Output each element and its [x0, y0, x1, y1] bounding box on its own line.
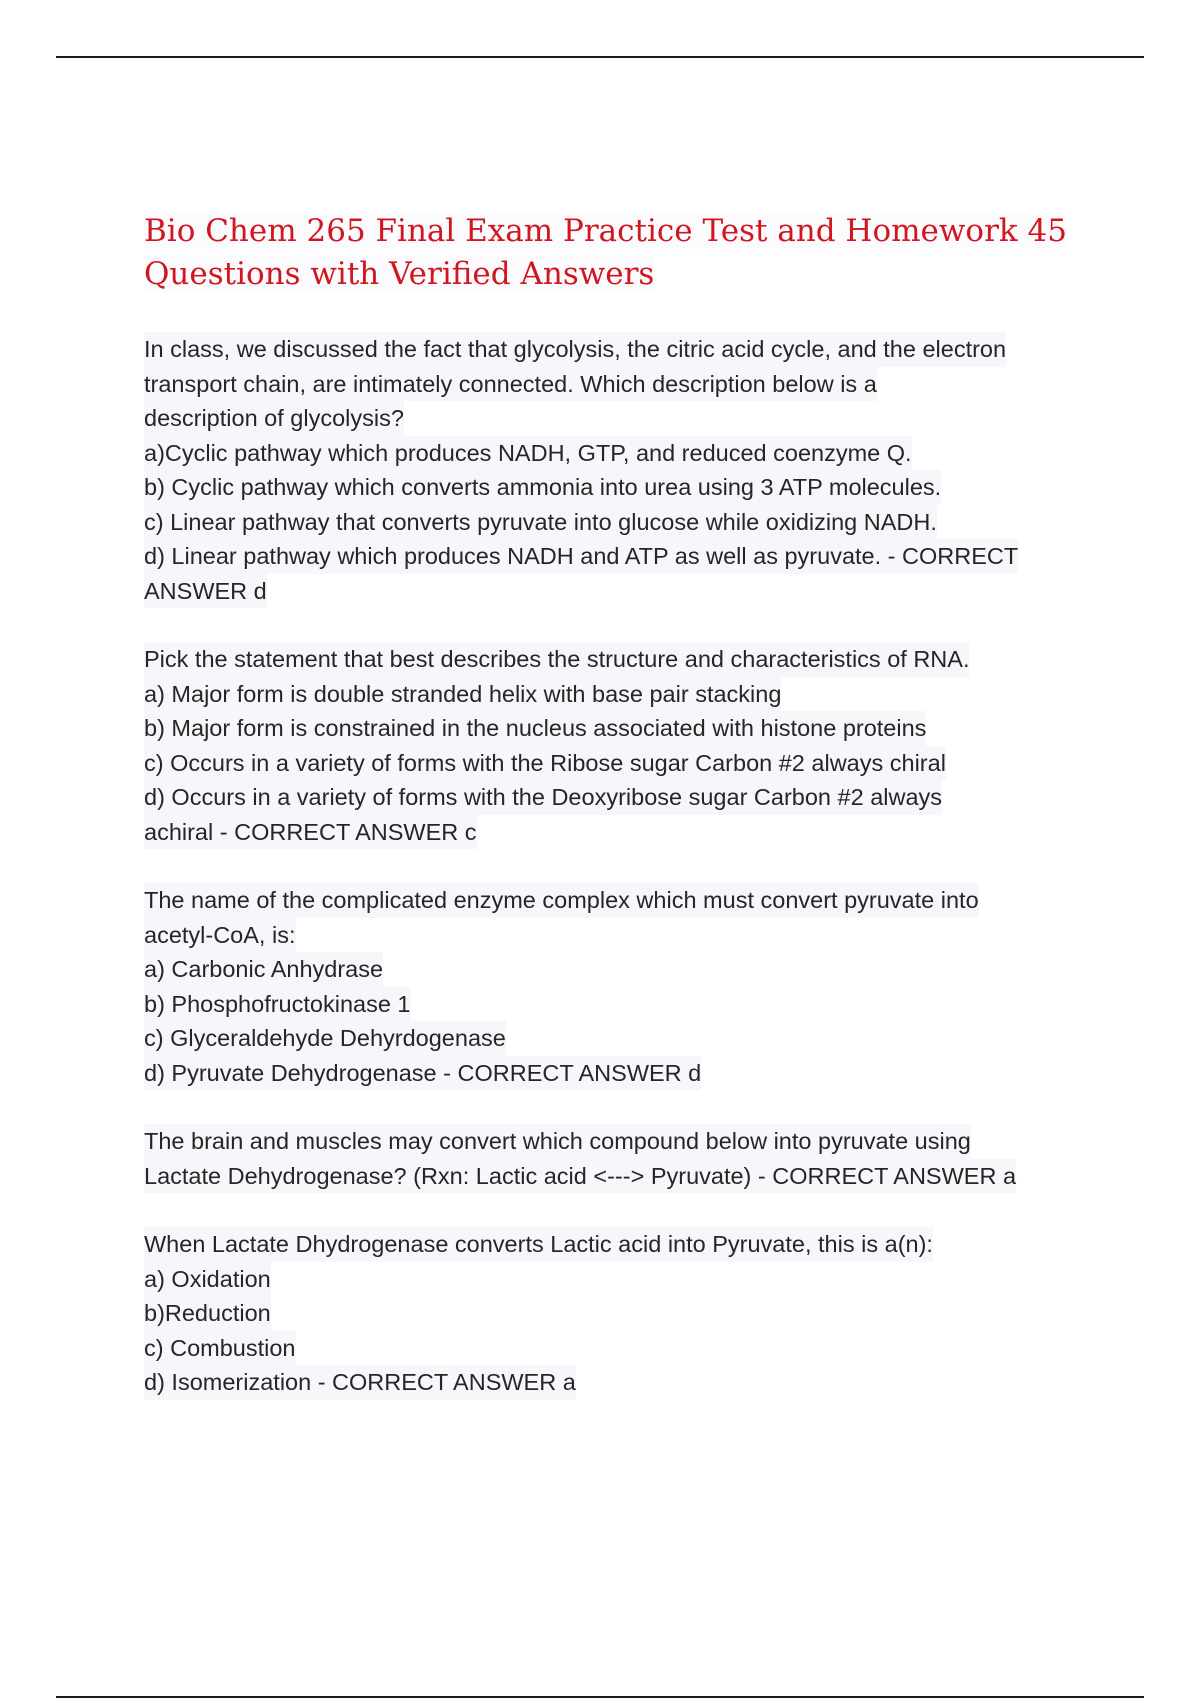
answer-option: a) Carbonic Anhydrase: [144, 952, 383, 987]
correct-answer: achiral - CORRECT ANSWER c: [144, 815, 477, 850]
correct-answer: d) Isomerization - CORRECT ANSWER a: [144, 1365, 576, 1400]
header-rule: [56, 56, 1144, 58]
footer-rule: [56, 1696, 1144, 1698]
question-block-5: [144, 1227, 1094, 1400]
question-stem-line: The brain and muscles may convert which compound below into pyruvate using: [144, 1124, 971, 1159]
answer-option: d) Occurs in a variety of forms with the Deoxyribose sugar Carbon #2 always: [144, 780, 942, 815]
question-block-4: [144, 1124, 1094, 1193]
question-stem-line: acetyl-CoA, is:: [144, 918, 296, 953]
question-block-2: [144, 642, 1094, 849]
document-title: [144, 210, 1094, 296]
question-stem-line: transport chain, are intimately connected. Which description below is a: [144, 367, 877, 402]
answer-option: d) Linear pathway which produces NADH and ATP as well as pyruvate. - CORRECT: [144, 539, 1018, 574]
question-block-3: [144, 883, 1094, 1090]
question-stem-line: The name of the complicated enzyme complex which must convert pyruvate into: [144, 883, 979, 918]
answer-option: c) Glyceraldehyde Dehyrdogenase: [144, 1021, 506, 1056]
document-body: [144, 210, 1094, 1434]
question-block-1: [144, 332, 1094, 608]
question-stem-line: In class, we discussed the fact that glycolysis, the citric acid cycle, and the electron: [144, 332, 1006, 367]
answer-option: a) Major form is double stranded helix with base pair stacking: [144, 677, 781, 712]
correct-answer: d) Pyruvate Dehydrogenase - CORRECT ANSWER d: [144, 1056, 701, 1091]
question-stem-line: Pick the statement that best describes the structure and characteristics of RNA.: [144, 642, 969, 677]
answer-option: b) Cyclic pathway which converts ammonia into urea using 3 ATP molecules.: [144, 470, 941, 505]
question-stem-line: description of glycolysis?: [144, 401, 404, 436]
correct-answer: Lactate Dehydrogenase? (Rxn: Lactic acid <---> Pyruvate) - CORRECT ANSWER a: [144, 1159, 1016, 1194]
answer-option: b)Reduction: [144, 1296, 271, 1331]
answer-option: b) Phosphofructokinase 1: [144, 987, 411, 1022]
answer-option: a) Oxidation: [144, 1262, 271, 1297]
answer-option: a)Cyclic pathway which produces NADH, GTP, and reduced coenzyme Q.: [144, 436, 912, 471]
answer-option: b) Major form is constrained in the nucleus associated with histone proteins: [144, 711, 926, 746]
answer-option: c) Linear pathway that converts pyruvate into glucose while oxidizing NADH.: [144, 505, 937, 540]
answer-option: c) Occurs in a variety of forms with the Ribose sugar Carbon #2 always chiral: [144, 746, 946, 781]
question-stem-line: When Lactate Dhydrogenase converts Lactic acid into Pyruvate, this is a(n):: [144, 1227, 933, 1262]
answer-option: c) Combustion: [144, 1331, 296, 1366]
title-line: Bio Chem 265 Final Exam Practice Test and Homework 45: [144, 213, 1067, 249]
correct-answer: ANSWER d: [144, 574, 267, 609]
title-line: Questions with Verified Answers: [144, 256, 655, 292]
